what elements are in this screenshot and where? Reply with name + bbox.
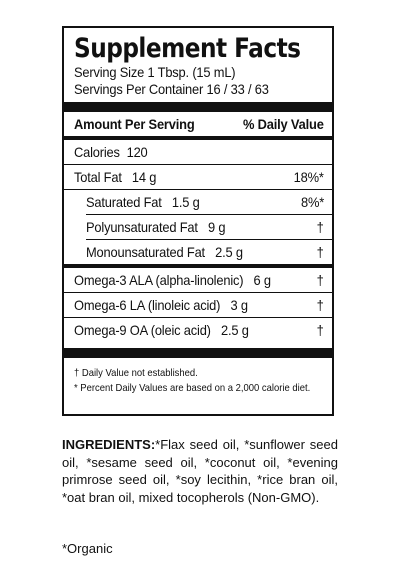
- amount-per-serving-label: Amount Per Serving: [74, 116, 195, 132]
- omega-dv: †: [317, 322, 324, 338]
- nutrient-label: Saturated Fat: [86, 194, 162, 210]
- omega-amount: 3 g: [230, 297, 248, 313]
- nutrient-dv: 8%*: [300, 194, 324, 210]
- calories-label: Calories: [74, 144, 120, 160]
- footnote-dagger: † Daily Value not established.: [74, 367, 198, 379]
- panel-title: Supplement Facts: [74, 33, 301, 64]
- omega-row-6: [74, 293, 324, 317]
- calories-row: [74, 140, 324, 164]
- omega-row-3: [74, 268, 324, 292]
- ingredients-label: INGREDIENTS:: [62, 437, 156, 452]
- calories-value: 120: [126, 144, 148, 160]
- nutrient-amount: 1.5 g: [171, 194, 200, 210]
- nutrient-amount: 2.5 g: [215, 244, 243, 260]
- nutrient-row-saturated-fat: [74, 190, 324, 214]
- nutrient-label: Polyunsaturated Fat: [86, 219, 198, 235]
- nutrient-row-total-fat: [74, 165, 324, 189]
- header-row: [74, 112, 324, 136]
- omega-label: Omega-9 OA (oleic acid): [74, 322, 211, 338]
- omega-label: Omega-3 ALA (alpha-linolenic): [74, 272, 244, 288]
- footnote-percent-dv: * Percent Daily Values are based on a 2,000 calorie diet.: [74, 382, 311, 394]
- omega-amount: 2.5 g: [220, 322, 249, 338]
- thick-divider: [64, 348, 332, 358]
- supplement-facts-panel: [62, 26, 334, 416]
- nutrient-label: Monounsaturated Fat: [86, 244, 205, 260]
- ingredients-block: [62, 436, 338, 506]
- omega-row-9: [74, 318, 324, 342]
- daily-value-label: % Daily Value: [243, 116, 324, 132]
- nutrient-dv: †: [317, 244, 324, 260]
- thick-divider: [64, 102, 332, 112]
- servings-per-container: Servings Per Container 16 / 33 / 63: [74, 81, 269, 97]
- nutrient-dv: †: [317, 219, 324, 235]
- nutrient-amount: 9 g: [207, 219, 226, 235]
- omega-dv: †: [317, 272, 324, 288]
- ingredients-text: *Flax seed oil, *sunflower seed oil, *sesame seed oil, *coconut oil, *evening primrose seed oil, *soy lecithin, *rice bran oil, *oat bran oil, mixed tocopherols (Non-GMO).: [62, 437, 338, 505]
- nutrient-row-monounsaturated-fat: [74, 240, 324, 264]
- omega-dv: †: [317, 297, 324, 313]
- omega-amount: 6 g: [253, 272, 271, 288]
- nutrient-amount: 14 g: [131, 169, 157, 185]
- organic-note: *Organic: [62, 541, 113, 556]
- nutrient-label: Total Fat: [74, 169, 122, 185]
- omega-label: Omega-6 LA (linoleic acid): [74, 297, 221, 313]
- serving-size: Serving Size 1 Tbsp. (15 mL): [74, 64, 236, 80]
- nutrient-row-polyunsaturated-fat: [74, 215, 324, 239]
- nutrient-dv: 18%*: [293, 169, 324, 185]
